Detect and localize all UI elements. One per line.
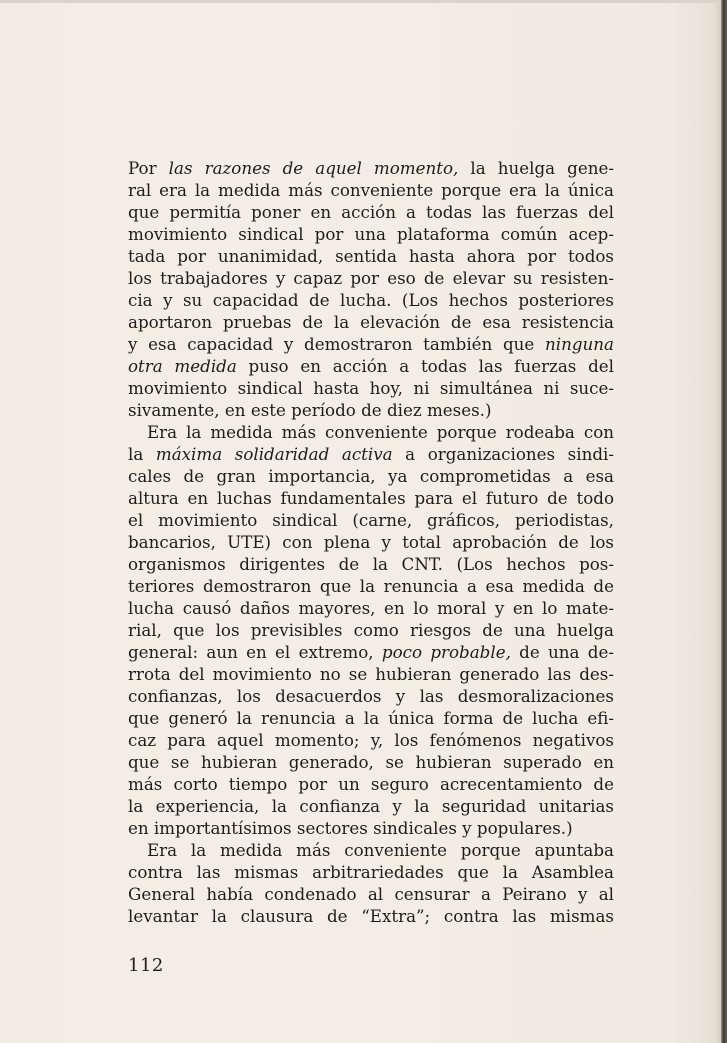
text-segment: Por	[128, 158, 169, 178]
text-segment: cales de gran importancia, ya comprometidas a esa	[128, 466, 614, 486]
text-segment: contra las mismas arbitrariedades que la Asamblea	[128, 862, 614, 882]
text-line	[128, 311, 614, 333]
text-segment: de una de-	[510, 642, 614, 662]
page-top-edge	[0, 0, 727, 3]
text-line	[128, 751, 614, 773]
text-line	[128, 641, 614, 663]
text-segment: sivamente, en este período de diez meses.)	[128, 400, 492, 420]
text-line	[128, 729, 614, 751]
text-segment: que se hubieran generado, se hubieran superado en	[128, 752, 614, 772]
text-segment: organismos dirigentes de la CNT. (Los hechos pos-	[128, 554, 614, 574]
text-segment: General había condenado al censurar a Peirano y al	[128, 884, 614, 904]
text-segment: rrota del movimiento no se hubieran generado las des-	[128, 664, 614, 684]
text-segment: la	[128, 444, 156, 464]
text-segment: que permitía poner en acción a todas las fuerzas del	[128, 202, 614, 222]
italic-text: máxima solidaridad activa	[155, 444, 393, 464]
text-segment: la experiencia, la confianza y la seguridad unitarias	[128, 796, 614, 816]
text-segment: movimiento sindical hasta hoy, ni simultánea ni suce-	[128, 378, 614, 398]
text-segment: tada por unanimidad, sentida hasta ahora por todos	[128, 246, 614, 266]
text-line	[128, 883, 614, 905]
page-number: 112	[128, 955, 164, 976]
text-line	[128, 619, 614, 641]
text-segment: más corto tiempo por un seguro acrecentamiento de	[128, 774, 614, 794]
text-line	[128, 421, 614, 443]
text-line	[128, 575, 614, 597]
text-segment: que generó la renuncia a la única forma de lucha efi-	[128, 708, 614, 728]
text-segment: puso en acción a todas las fuerzas del	[236, 356, 615, 376]
text-line	[128, 289, 614, 311]
text-line	[128, 531, 614, 553]
text-line	[128, 201, 614, 223]
text-line	[128, 817, 614, 839]
text-line	[128, 839, 614, 861]
text-segment: general: aun en el extremo,	[128, 642, 382, 662]
text-line	[128, 333, 614, 355]
italic-text: poco probable,	[381, 642, 511, 662]
text-line	[128, 773, 614, 795]
text-segment: ral era la medida más conveniente porque era la única	[128, 180, 614, 200]
text-segment: y esa capacidad y demostraron también que	[128, 334, 546, 354]
body-text	[128, 157, 614, 927]
text-line	[128, 443, 614, 465]
text-segment: lucha causó daños mayores, en lo moral y en lo mate-	[128, 598, 614, 618]
italic-text: ninguna	[545, 334, 614, 354]
text-line	[128, 223, 614, 245]
text-line	[128, 355, 614, 377]
text-segment: Era la medida más conveniente porque rodeaba con	[147, 422, 614, 442]
text-line	[128, 487, 614, 509]
text-segment: cia y su capacidad de lucha. (Los hechos posteriores	[128, 290, 614, 310]
text-segment: el movimiento sindical (carne, gráficos, periodistas,	[128, 510, 614, 530]
italic-text: las razones de aquel momento,	[168, 158, 459, 178]
text-segment: confianzas, los desacuerdos y las desmoralizaciones	[128, 686, 614, 706]
italic-text: otra medida	[128, 356, 237, 376]
text-segment: aportaron pruebas de la elevación de esa resistencia	[128, 312, 614, 332]
text-segment: caz para aquel momento; y, los fenómenos negativos	[128, 730, 614, 750]
text-segment: Era la medida más conveniente porque apuntaba	[147, 840, 614, 860]
text-line	[128, 905, 614, 927]
text-segment: altura en luchas fundamentales para el futuro de todo	[128, 488, 614, 508]
text-segment: levantar la clausura de “Extra”; contra las mismas	[128, 906, 614, 926]
text-line	[128, 399, 614, 421]
text-line	[128, 861, 614, 883]
text-segment: teriores demostraron que la renuncia a esa medida de	[128, 576, 614, 596]
text-segment: rial, que los previsibles como riesgos de una huelga	[128, 620, 614, 640]
book-binding-edge	[721, 0, 727, 1043]
text-line	[128, 157, 614, 179]
text-line	[128, 795, 614, 817]
text-line	[128, 267, 614, 289]
text-line	[128, 663, 614, 685]
text-line	[128, 465, 614, 487]
text-line	[128, 553, 614, 575]
text-line	[128, 245, 614, 267]
text-line	[128, 179, 614, 201]
text-segment: movimiento sindical por una plataforma común acep-	[128, 224, 614, 244]
text-segment: bancarios, UTE) con plena y total aprobación de los	[128, 532, 614, 552]
text-line	[128, 707, 614, 729]
text-segment: los trabajadores y capaz por eso de elevar su resisten-	[128, 268, 614, 288]
text-segment: la huelga gene-	[458, 158, 614, 178]
text-segment: en importantísimos sectores sindicales y populares.)	[128, 818, 573, 838]
text-segment: a organizaciones sindi-	[392, 444, 614, 464]
text-line	[128, 509, 614, 531]
text-line	[128, 377, 614, 399]
text-line	[128, 597, 614, 619]
text-line	[128, 685, 614, 707]
